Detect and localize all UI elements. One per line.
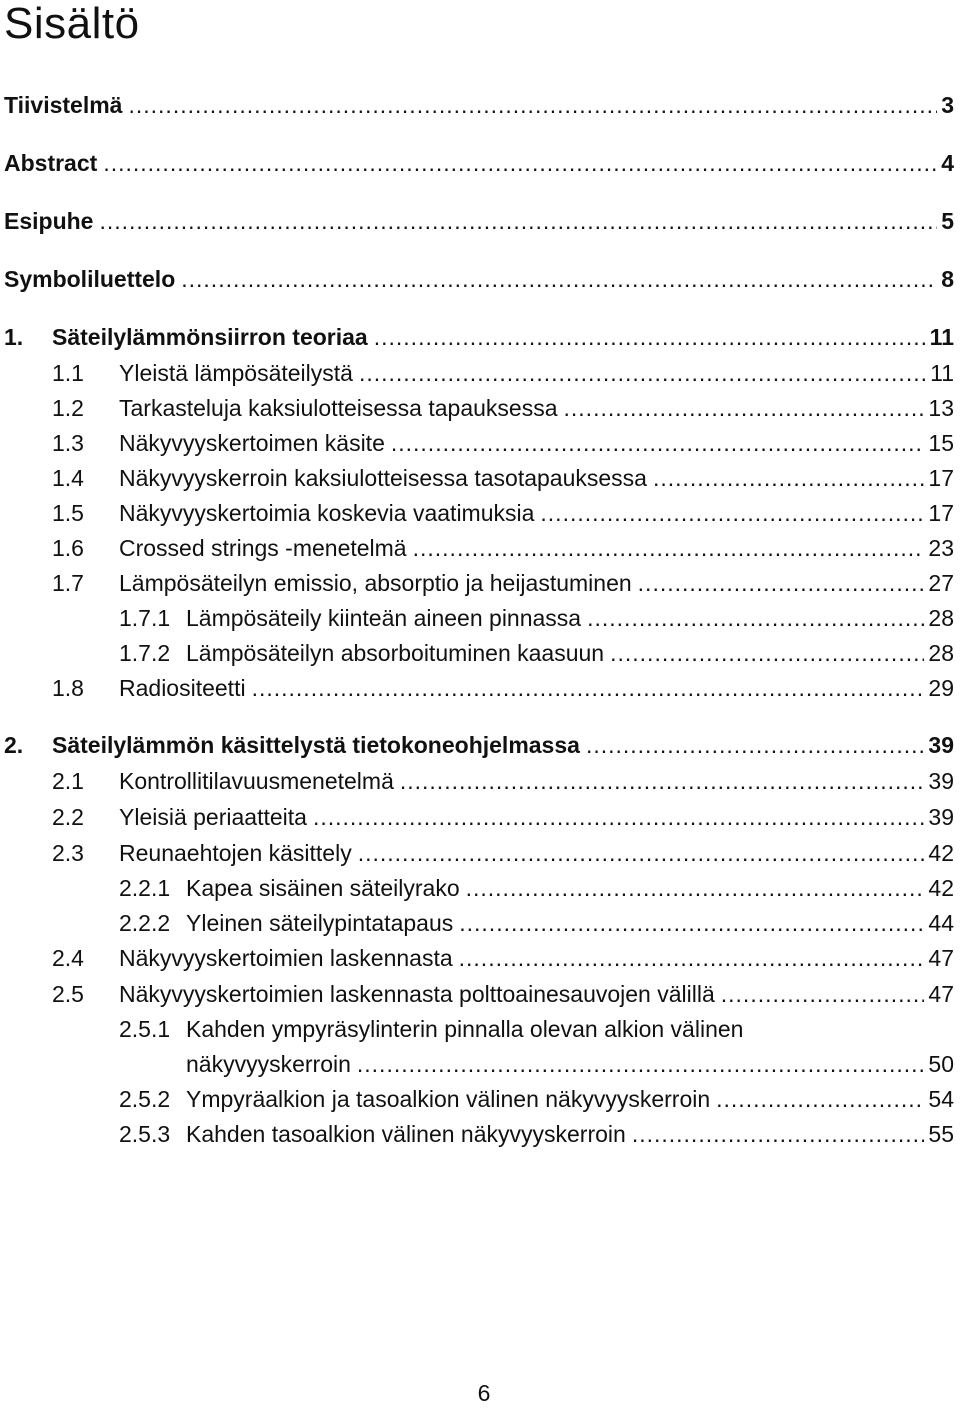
page-title: Sisältö bbox=[4, 0, 140, 48]
toc-page-number: 42 bbox=[928, 840, 954, 866]
toc-entry-title: Näkyvyyskertoimia koskevia vaatimuksia bbox=[119, 500, 535, 526]
toc-entry-title: Tarkasteluja kaksiulotteisessa tapauksessa bbox=[119, 395, 558, 421]
toc-entry-number: 2.5 bbox=[52, 981, 84, 1007]
toc-entry-title: Tiivistelmä bbox=[4, 92, 123, 118]
toc-page-number: 17 bbox=[928, 465, 954, 491]
toc-entry-number: 1.5 bbox=[52, 500, 84, 526]
toc-entry-number: 2.1 bbox=[52, 768, 84, 794]
toc-entry-number: 1.7.2 bbox=[119, 640, 171, 666]
toc-entry-number: 1.8 bbox=[52, 675, 84, 701]
toc-entry-number: 1. bbox=[4, 324, 24, 350]
toc-page-number: 17 bbox=[928, 500, 954, 526]
toc-dot-leader bbox=[716, 1082, 924, 1116]
toc-entry-number: 1.7 bbox=[52, 570, 84, 596]
toc-chapter-1[interactable] bbox=[0, 320, 954, 354]
toc-page-number: 23 bbox=[928, 535, 954, 561]
toc-entry-title: Crossed strings -menetelmä bbox=[119, 535, 407, 561]
toc-entry-title: Kontrollitilavuusmenetelmä bbox=[119, 768, 394, 794]
toc-entry-number: 2.5.1 bbox=[119, 1016, 171, 1042]
toc-entry-title: Säteilylämmönsiirron teoriaa bbox=[52, 324, 368, 350]
toc-dot-leader bbox=[586, 728, 924, 762]
toc-dot-leader bbox=[587, 601, 924, 635]
toc-entry-title: Reunaehtojen käsittely bbox=[119, 840, 352, 866]
toc-section-1-1[interactable] bbox=[0, 356, 954, 390]
toc-dot-leader bbox=[359, 356, 926, 390]
toc-section-1-4[interactable] bbox=[0, 461, 954, 495]
toc-dot-leader bbox=[181, 262, 937, 296]
toc-entry-title-continued: näkyvyyskerroin bbox=[186, 1051, 351, 1077]
toc-subsection-2-5-3[interactable] bbox=[0, 1117, 954, 1151]
toc-dot-leader bbox=[374, 320, 926, 354]
toc-section-2-5[interactable] bbox=[0, 977, 954, 1011]
toc-dot-leader bbox=[358, 836, 925, 870]
toc-entry-title: Kahden ympyräsylinterin pinnalla olevan alkion välinen bbox=[186, 1016, 744, 1042]
toc-subsection-1-7-1[interactable] bbox=[0, 601, 954, 635]
toc-dot-leader bbox=[459, 906, 924, 940]
toc-dot-leader bbox=[653, 461, 924, 495]
toc-entry-esipuhe[interactable] bbox=[0, 204, 954, 238]
toc-entry-number: 1.7.1 bbox=[119, 605, 171, 631]
toc-dot-leader bbox=[721, 977, 925, 1011]
toc-entry-number: 2.3 bbox=[52, 840, 84, 866]
toc-dot-leader bbox=[103, 146, 937, 180]
toc-section-1-7[interactable] bbox=[0, 566, 954, 600]
toc-dot-leader bbox=[540, 496, 924, 530]
toc-entry-title: Symboliluettelo bbox=[4, 266, 176, 292]
toc-dot-leader bbox=[252, 671, 925, 705]
toc-section-2-3[interactable] bbox=[0, 836, 954, 870]
toc-entry-title: Lämpösäteilyn absorboituminen kaasuun bbox=[186, 640, 605, 666]
toc-dot-leader bbox=[610, 636, 924, 670]
toc-entry-abstract[interactable] bbox=[0, 146, 954, 180]
toc-dot-leader bbox=[400, 764, 925, 798]
toc-dot-leader bbox=[391, 426, 925, 460]
toc-entry-number: 2.5.2 bbox=[119, 1086, 171, 1112]
toc-dot-leader bbox=[413, 531, 925, 565]
toc-entry-title: Yleistä lämpösäteilystä bbox=[119, 360, 353, 386]
toc-page-number: 28 bbox=[928, 640, 954, 666]
toc-entry-number: 2.2.2 bbox=[119, 910, 171, 936]
toc-entry-title: Yleisiä periaatteita bbox=[119, 804, 307, 830]
toc-section-1-8[interactable] bbox=[0, 671, 954, 705]
toc-page-number: 15 bbox=[928, 430, 954, 456]
toc-page-number: 8 bbox=[941, 266, 954, 292]
toc-page-number: 50 bbox=[928, 1051, 954, 1077]
toc-dot-leader bbox=[99, 204, 937, 238]
toc-section-1-5[interactable] bbox=[0, 496, 954, 530]
toc-section-2-1[interactable] bbox=[0, 764, 954, 798]
toc-page-number: 28 bbox=[928, 605, 954, 631]
toc-page-number: 54 bbox=[928, 1086, 954, 1112]
toc-page-number: 44 bbox=[928, 910, 954, 936]
toc-entry-title: Abstract bbox=[4, 150, 98, 176]
toc-entry-title: Yleinen säteilypintatapaus bbox=[186, 910, 454, 936]
toc-page-number: 39 bbox=[928, 768, 954, 794]
toc-dot-leader bbox=[466, 871, 925, 905]
toc-entry-symboliluettelo[interactable] bbox=[0, 262, 954, 296]
toc-entry-number: 1.1 bbox=[52, 360, 84, 386]
toc-section-1-2[interactable] bbox=[0, 391, 954, 425]
toc-page-number: 11 bbox=[930, 360, 954, 386]
toc-dot-leader bbox=[357, 1047, 925, 1081]
toc-page-number: 3 bbox=[941, 92, 954, 118]
toc-dot-leader bbox=[313, 800, 924, 834]
toc-entry-number: 2.5.3 bbox=[119, 1121, 171, 1147]
toc-subsection-1-7-2[interactable] bbox=[0, 636, 954, 670]
toc-chapter-2[interactable] bbox=[0, 728, 954, 762]
toc-dot-leader bbox=[128, 88, 937, 122]
toc-entry-number: 2.4 bbox=[52, 945, 84, 971]
toc-entry-tiivistelma[interactable] bbox=[0, 88, 954, 122]
toc-page-number: 39 bbox=[928, 804, 954, 830]
toc-dot-leader bbox=[638, 566, 925, 600]
toc-page-number: 47 bbox=[928, 981, 954, 1007]
toc-entry-title: Kapea sisäinen säteilyrako bbox=[186, 875, 460, 901]
toc-page-number: 29 bbox=[928, 675, 954, 701]
toc-entry-number: 1.3 bbox=[52, 430, 84, 456]
toc-page-number: 47 bbox=[928, 945, 954, 971]
toc-entry-title: Näkyvyyskertoimien laskennasta bbox=[119, 945, 453, 971]
toc-section-1-6[interactable] bbox=[0, 531, 954, 565]
toc-section-1-3[interactable] bbox=[0, 426, 954, 460]
toc-entry-number: 2.2.1 bbox=[119, 875, 171, 901]
toc-entry-title: Näkyvyyskertoimien laskennasta polttoainesauvojen välillä bbox=[119, 981, 715, 1007]
toc-subsection-2-5-1[interactable] bbox=[0, 1047, 954, 1081]
toc-entry-title: Ympyräalkion ja tasoalkion välinen näkyvyyskerroin bbox=[186, 1086, 711, 1112]
toc-page-number: 4 bbox=[941, 150, 954, 176]
toc-section-2-4[interactable] bbox=[0, 941, 954, 975]
toc-subsection-2-5-1-first-line[interactable] bbox=[119, 1012, 743, 1046]
toc-page-number: 39 bbox=[928, 732, 954, 758]
toc-entry-title: Esipuhe bbox=[4, 208, 94, 234]
toc-page-number: 27 bbox=[928, 570, 954, 596]
toc-page-number: 11 bbox=[929, 324, 954, 350]
toc-entry-number: 1.6 bbox=[52, 535, 84, 561]
toc-entry-title: Lämpösäteilyn emissio, absorptio ja heijastuminen bbox=[119, 570, 632, 596]
toc-subsection-2-2-2[interactable] bbox=[0, 906, 954, 940]
toc-subsection-2-2-1[interactable] bbox=[0, 871, 954, 905]
toc-entry-number: 1.2 bbox=[52, 395, 84, 421]
toc-entry-title: Radiositeetti bbox=[119, 675, 246, 701]
toc-entry-title: Kahden tasoalkion välinen näkyvyyskerroin bbox=[186, 1121, 626, 1147]
toc-entry-title: Näkyvyyskertoimen käsite bbox=[119, 430, 385, 456]
toc-subsection-2-5-2[interactable] bbox=[0, 1082, 954, 1116]
toc-section-2-2[interactable] bbox=[0, 800, 954, 834]
toc-entry-title: Säteilylämmön käsittelystä tietokoneohjelmassa bbox=[52, 732, 580, 758]
toc-dot-leader bbox=[564, 391, 925, 425]
toc-page-number: 13 bbox=[928, 395, 954, 421]
toc-entry-title: Näkyvyyskerroin kaksiulotteisessa tasotapauksessa bbox=[119, 465, 647, 491]
toc-entry-title: Lämpösäteily kiinteän aineen pinnassa bbox=[186, 605, 582, 631]
page-number: 6 bbox=[477, 1380, 491, 1406]
toc-page-number: 55 bbox=[928, 1121, 954, 1147]
toc-entry-number: 1.4 bbox=[52, 465, 84, 491]
toc-entry-number: 2. bbox=[4, 732, 24, 758]
toc-dot-leader bbox=[632, 1117, 925, 1151]
toc-page-number: 42 bbox=[928, 875, 954, 901]
toc-page-number: 5 bbox=[941, 208, 954, 234]
toc-entry-number: 2.2 bbox=[52, 804, 84, 830]
toc-dot-leader bbox=[459, 941, 925, 975]
